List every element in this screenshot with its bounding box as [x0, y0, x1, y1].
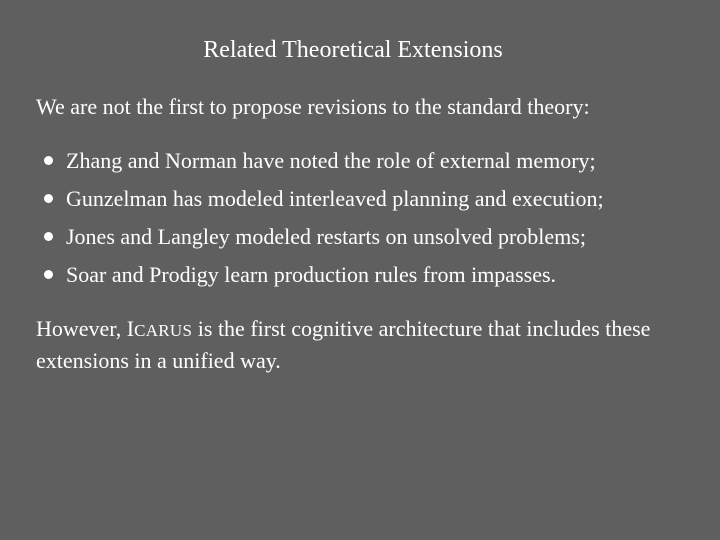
- intro-text: We are not the first to propose revisions to the standard theory:: [36, 94, 590, 119]
- conclusion-prefix: However,: [36, 316, 127, 341]
- bullet-dot-icon: [44, 270, 53, 279]
- bullet-text: Jones and Langley modeled restarts on unsolved problems;: [66, 224, 586, 249]
- bullet-text: Gunzelman has modeled interleaved planning and execution;: [66, 186, 604, 211]
- bullet-dot-icon: [44, 194, 53, 203]
- bullet-dot-icon: [44, 156, 53, 165]
- bullet-text: Zhang and Norman have noted the role of external memory;: [66, 148, 596, 173]
- bullet-dot-icon: [44, 232, 53, 241]
- slide-title: Related Theoretical Extensions: [203, 37, 503, 63]
- conclusion-text: [36, 314, 676, 376]
- system-name-initial: I: [126, 316, 135, 341]
- conclusion-suffix: is the first cognitive architecture that includes these extensions in a unified way.: [36, 316, 651, 373]
- bullet-text: Soar and Prodigy learn production rules from impasses.: [66, 262, 557, 287]
- system-name-rest: CARUS: [134, 321, 193, 340]
